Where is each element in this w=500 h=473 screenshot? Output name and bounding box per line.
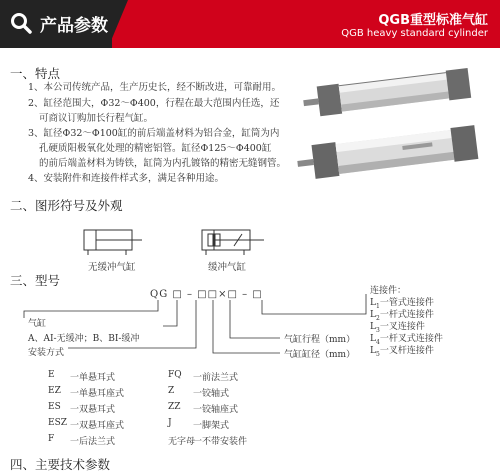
section-symbols-heading: 二、图形符号及外观 xyxy=(10,198,123,213)
mounting-description: 一单悬耳座式 xyxy=(70,389,125,399)
symbol-cushion-cylinder xyxy=(192,222,266,256)
connector-subscript: 2 xyxy=(375,314,380,322)
mounting-code: E xyxy=(48,370,55,380)
feature-line-6: 的前后端盖材料为铸铁，缸筒为内孔镀铬的精密无缝钢管。 xyxy=(39,158,287,169)
header-title: 产品参数 xyxy=(40,16,108,36)
mounting-code: FQ xyxy=(168,370,182,380)
mounting-code: J xyxy=(168,418,172,428)
search-icon xyxy=(10,12,32,34)
mounting-code: EZ xyxy=(48,386,61,396)
connector-letter: L xyxy=(370,310,376,320)
model-label-cylinder: 气缸 xyxy=(28,319,47,329)
model-code: QG □ – □□×□ – □ xyxy=(150,289,263,300)
connector-subscript: 3 xyxy=(375,326,380,334)
feature-line-5: 孔硬质阳极氧化处理的精密铝管。缸径Φ125～Φ400缸 xyxy=(39,143,272,154)
section-model-heading: 三、型号 xyxy=(10,273,61,288)
connector-text: 一管式连接件 xyxy=(379,298,434,308)
connector-letter: L xyxy=(370,334,376,344)
mounting-code: ES xyxy=(48,402,61,412)
connector-text: 一叉连接件 xyxy=(379,322,425,332)
feature-line-1: 1、本公司传统产品，生产历史长，经不断改进，可靠耐用。 xyxy=(28,82,282,93)
symbol-no-cushion-label: 无缓冲气缸 xyxy=(88,262,136,273)
model-label-cushion-type: A、AI-无缓冲；B、BI-缓冲 xyxy=(28,334,140,344)
connector-subscript: 1 xyxy=(375,302,380,310)
connector-letter: L xyxy=(370,298,376,308)
mounting-description: 一铰轴式 xyxy=(193,389,230,399)
header-slant xyxy=(108,0,128,48)
mounting-code: 无字母 xyxy=(168,437,196,447)
mounting-description: 一单悬耳式 xyxy=(70,373,116,383)
feature-line-4: 3、缸径Φ32～Φ100缸的前后端盖材料为铝合金，缸筒为内 xyxy=(28,128,280,139)
mounting-description: 一后法兰式 xyxy=(70,437,116,447)
mounting-description: 一不带安装件 xyxy=(193,437,248,447)
symbol-cushion-label: 缓冲气缸 xyxy=(208,262,247,273)
model-label-bore: 气缸缸径（mm） xyxy=(284,350,356,360)
product-subtitle: QGB heavy standard cylinder xyxy=(341,28,488,39)
connector-subscript: 5 xyxy=(375,350,380,358)
mounting-description: 一脚架式 xyxy=(193,421,230,431)
mounting-code: F xyxy=(48,434,55,444)
connector-text: 一叉杆连接件 xyxy=(379,346,434,356)
symbol-no-cushion-cylinder xyxy=(74,222,144,256)
model-label-mounting: 安装方式 xyxy=(28,348,65,358)
connector-letter: L xyxy=(370,322,376,332)
mounting-code: ESZ xyxy=(48,418,67,428)
mounting-description: 一双悬耳座式 xyxy=(70,421,125,431)
mounting-description: 一铰轴座式 xyxy=(193,405,239,415)
mounting-code: Z xyxy=(168,386,175,396)
header-banner xyxy=(0,0,500,48)
feature-line-7: 4、安装附件和连接件样式多，满足各种用途。 xyxy=(28,173,225,184)
mounting-description: 一双悬耳式 xyxy=(70,405,116,415)
section-features-heading: 一、特点 xyxy=(10,66,61,81)
connector-title: 连接件： xyxy=(370,286,407,296)
connector-subscript: 4 xyxy=(375,338,380,346)
connector-text: 一杆叉式连接件 xyxy=(379,334,443,344)
product-title: QGB重型标准气缸 xyxy=(378,13,488,28)
mounting-description: 一前法兰式 xyxy=(193,373,239,383)
feature-line-2: 2、缸径范围大，Φ32～Φ400，行程在最大范围内任选，还 xyxy=(28,98,280,109)
model-label-stroke: 气缸行程（mm） xyxy=(284,335,356,345)
connector-text: 一杆式连接件 xyxy=(379,310,434,320)
connector-item xyxy=(370,343,434,358)
mounting-code: ZZ xyxy=(168,402,181,412)
cylinder-product-image xyxy=(293,62,493,184)
feature-line-3: 可商议订购加长行程气缸。 xyxy=(39,113,154,124)
connector-letter: L xyxy=(370,346,376,356)
section-tech-params-heading: 四、主要技术参数 xyxy=(10,457,111,472)
